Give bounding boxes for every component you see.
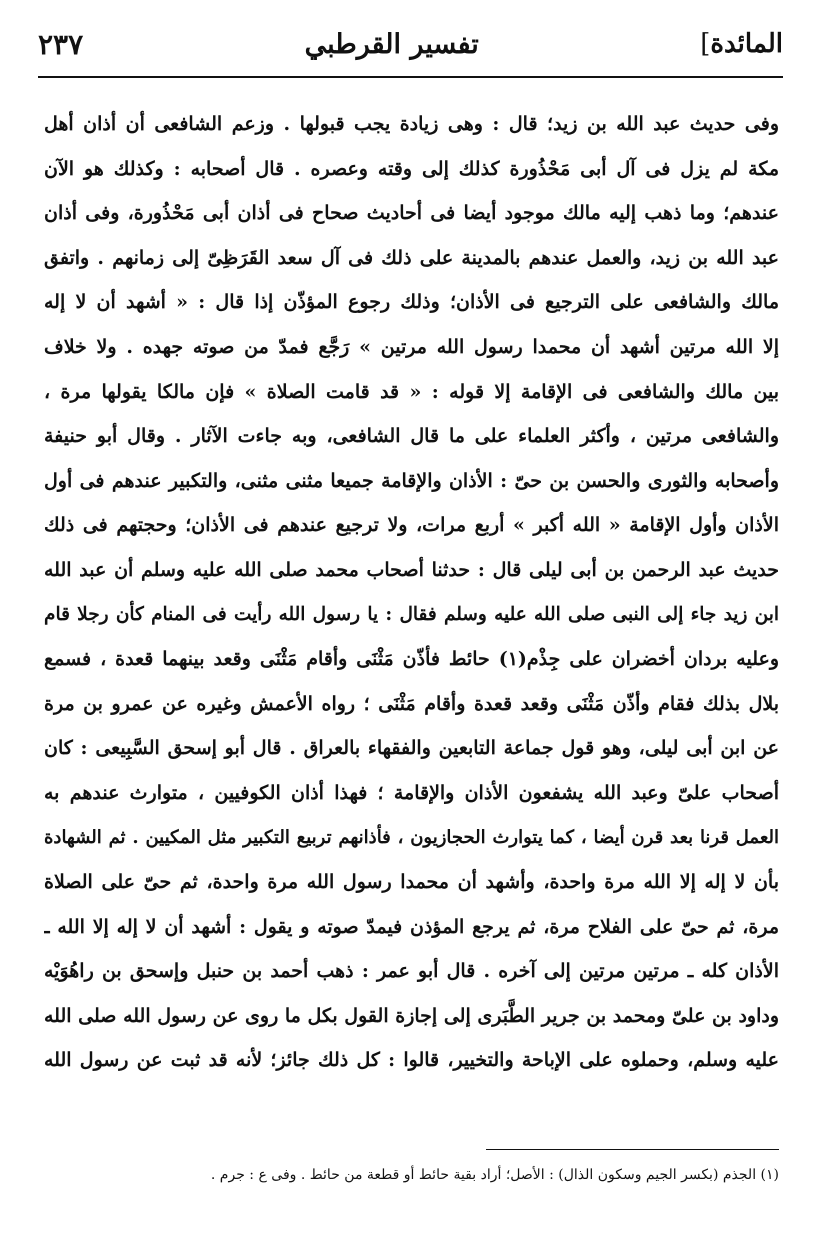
text-line: وأصحابه والثورى والحسن بن حىّ : الأذان والإقامة جميعا مثنى مثنى، والتكبير عندهم فى أول — [44, 469, 779, 492]
text-line: بلال بذلك فقام وأذّن مَثْنَى وقعد قعدة وأقام مَثْنَى ؛ رواه الأعمش وغيره عن عمرو بن مرة — [44, 692, 779, 715]
text-line: وداود بن علىّ ومحمد بن جرير الطَّبَرى إلى إجازة القول بكل ما روى عن رسول الله صلى الله — [44, 1004, 779, 1027]
book-title: تفسير القرطبي — [304, 28, 479, 60]
text-line: بأن لا إله إلا الله مرة واحدة، وأشهد أن محمدا رسول الله مرة واحدة، ثم حىّ على الصلاة — [44, 871, 779, 894]
text-line: وعليه بردان أخضران على جِذْم(١) حائط فأذّن مَثْنَى وأقام مَثْنَى وقعد بينهما قعدة ، فسمع — [44, 648, 779, 671]
text-line: عليه وسلم، وحملوه على الإباحة والتخيير، قالوا : كل ذلك جائز؛ لأنه قد ثبت عن رسول الله — [44, 1049, 779, 1072]
header-bracket: ] — [700, 29, 711, 59]
header-rule — [38, 76, 783, 78]
text-line: عبد الله بن زيد، والعمل عندهم بالمدينة على ذلك فى آل سعد القَرَظِىّ إلى زمانهم . واتفق — [44, 246, 779, 269]
text-line: مرة، ثم حىّ على الفلاح مرة، ثم يرجع المؤذن فيمدّ صوته و يقول : أشهد أن لا إله إلا الله ـ — [44, 915, 779, 938]
surah-name — [700, 29, 783, 59]
page-number: ٢٣٧ — [38, 27, 84, 61]
text-line: مالك والشافعى على الترجيع فى الأذان؛ وذلك رجوع المؤذّن إذا قال : « أشهد أن لا إله — [44, 291, 779, 314]
text-line: عن ابن أبى ليلى، وهو قول جماعة التابعين والفقهاء بالعراق . قال أبو إسحق السَّبِيعى : كان — [44, 737, 779, 760]
body-text — [44, 102, 779, 1083]
text-line: الأذان كله ـ مرتين مرتين إلى آخره . قال أبو عمر : ذهب أحمد بن حنبل وإسحق بن راهُوَيْه — [44, 960, 779, 983]
page-header — [38, 18, 783, 70]
footnote: (١) الجذم (بكسر الجيم وسكون الذال) : الأصل؛ أراد بقية حائط أو قطعة من حائط . وفى ع : جرم . — [210, 1167, 779, 1183]
surah-name-text: المائدة — [710, 29, 783, 59]
text-line: والشافعى مرتين ، وأكثر العلماء على ما قال الشافعى، وبه جاءت الآثار . وقال أبو حنيفة — [44, 425, 779, 448]
text-line: إلا الله مرتين أشهد أن محمدا رسول الله مرتين » رَجَّع فمدّ من صوته جهده . ولا خلاف — [44, 335, 779, 358]
text-line: الأذان وأول الإقامة « الله أكبر » أربع مرات، ولا ترجيع عندهم فى الأذان؛ وحجتهم فى ذلك — [44, 514, 779, 537]
text-line: ابن زيد جاء إلى النبى صلى الله عليه وسلم فقال : يا رسول الله رأيت فى المنام كأن رجلا قام — [44, 603, 779, 625]
text-line: مكة لم يزل فى آل أبى مَحْذُورة كذلك إلى وقته وعصره . قال أصحابه : وكذلك هو الآن — [44, 157, 779, 180]
text-line: وفى حديث عبد الله بن زيد؛ قال : وهى زيادة يجب قبولها . وزعم الشافعى أن أذان أهل — [44, 113, 779, 135]
text-line: عندهم؛ وما ذهب إليه مالك موجود أيضا فى أحاديث صحاح فى أذان أبى مَحْذُورة، وفى أذان — [44, 202, 779, 225]
text-line: أصحاب علىّ وعبد الله يشفعون الأذان والإقامة ؛ فهذا أذان الكوفيين ، متوارث عندهم به — [44, 781, 779, 804]
text-line: حديث عبد الرحمن بن أبى ليلى قال : حدثنا أصحاب محمد صلى الله عليه وسلم أن عبد الله — [44, 558, 779, 581]
text-line: العمل قرنا بعد قرن أيضا ، كما يتوارث الحجازيون ، فأذانهم تربيع التكبير مثل المكيين . ثم الشهادة — [44, 826, 779, 848]
footnote-rule — [486, 1149, 779, 1150]
text-line: بين مالك والشافعى فى الإقامة إلا قوله : « قد قامت الصلاة » فإن مالكا يقولها مرة ، — [44, 380, 779, 403]
